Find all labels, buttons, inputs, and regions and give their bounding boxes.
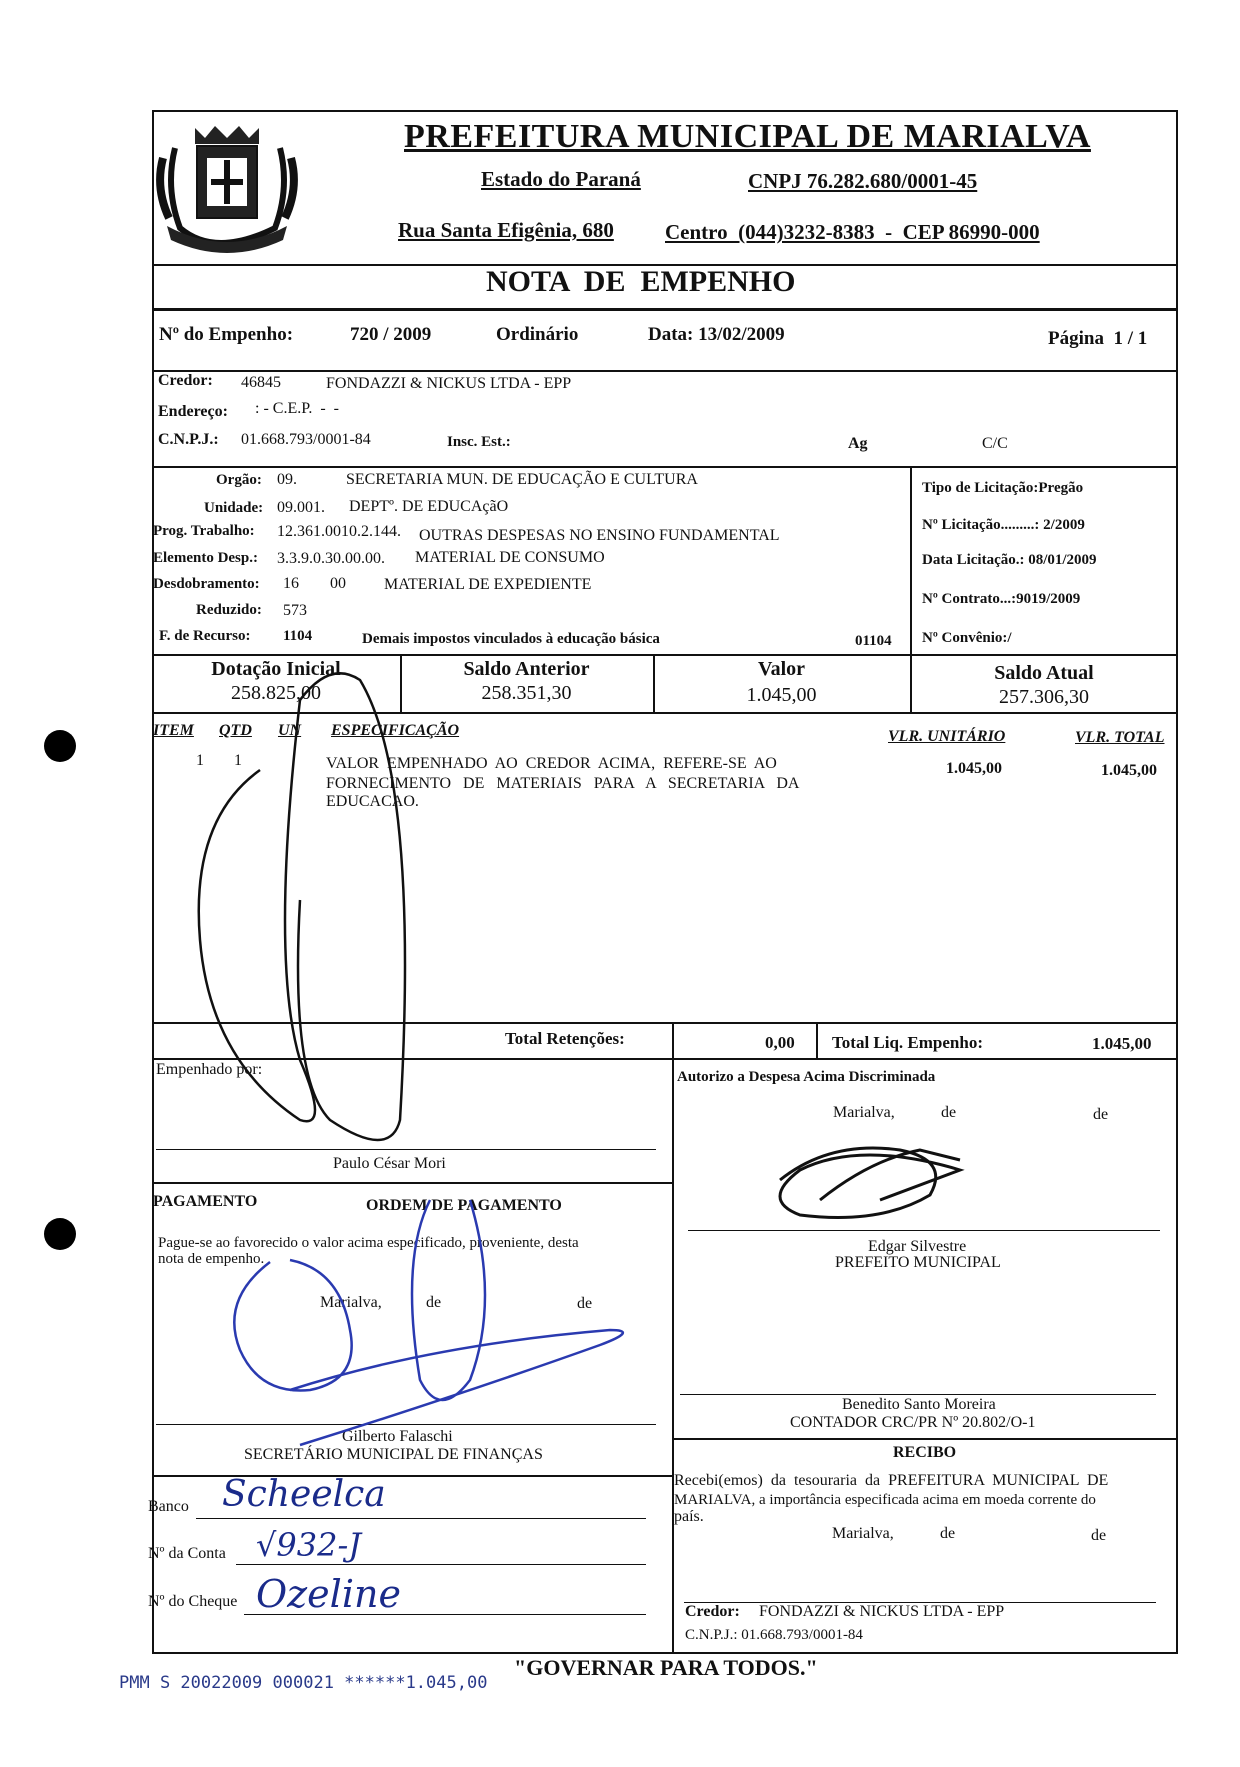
unidade-label: Unidade: <box>204 500 264 516</box>
signature-line <box>156 1149 656 1150</box>
prog-label: Prog. Trabalho: <box>153 523 255 539</box>
recibo-line-1: Recebi(emos) da tesouraria da PREFEITURA MUNICIPAL DE <box>674 1472 1109 1489</box>
divider <box>152 1022 1178 1024</box>
divider <box>152 466 1178 468</box>
credor-name: FONDAZZI & NICKUS LTDA - EPP <box>326 375 572 392</box>
convenio-number: Nº Convênio:/ <box>922 630 1012 646</box>
liquido-value: 1.045,00 <box>1092 1034 1152 1053</box>
divider <box>672 1022 674 1058</box>
col-qtd: QTD <box>219 722 252 739</box>
saldo-anterior-label: Saldo Anterior <box>463 658 590 680</box>
footer-motto: "GOVERNAR PARA TODOS." <box>514 1655 818 1680</box>
pagamento-text-1: Pague-se ao favorecido o valor acima especificado, proveniente, desta <box>158 1235 579 1251</box>
address-label: Endereço: <box>158 403 228 420</box>
elemento-code: 3.3.9.0.30.00.00. <box>277 550 385 567</box>
header-state: Estado do Paraná <box>481 167 641 191</box>
desdobramento-code: 16 <box>283 575 299 592</box>
saldo-anterior-value: 258.351,30 <box>481 682 572 704</box>
dotacao-label: Dotação Inicial <box>211 658 341 680</box>
divider <box>910 466 912 654</box>
credor-code: 46845 <box>241 374 281 391</box>
signature-line <box>156 1424 656 1425</box>
cc-label: C/C <box>982 435 1008 452</box>
header-street: Rua Santa Efigênia, 680 <box>398 218 614 242</box>
saldo-atual-value: 257.306,30 <box>999 686 1089 708</box>
recurso-name: Demais impostos vinculados à educação básica <box>362 631 660 647</box>
punch-hole <box>44 1218 76 1250</box>
reduzido-label: Reduzido: <box>196 602 262 618</box>
reduzido-value: 573 <box>283 602 307 619</box>
recibo-city: Marialva, <box>832 1525 894 1542</box>
cheque-handwritten: Ozeline <box>256 1572 401 1616</box>
divider <box>152 712 1178 714</box>
desdobramento-label: Desdobramento: <box>153 576 260 592</box>
insc-label: Insc. Est.: <box>447 434 511 450</box>
pagamento-city: Marialva, <box>320 1294 382 1311</box>
recurso-code: 1104 <box>283 628 313 644</box>
autorizo-city: Marialva, <box>833 1104 895 1121</box>
recibo-line-3: país. <box>674 1508 704 1525</box>
recibo-credor-label: Credor: <box>685 1603 740 1620</box>
recibo-credor-name: FONDAZZI & NICKUS LTDA - EPP <box>759 1603 1005 1620</box>
col-especificacao: ESPECIFICAÇÃO <box>331 722 460 739</box>
header-address-line: Centro (044)3232-8383 - CEP 86990-000 <box>665 220 1040 244</box>
autorizo-de-1: de <box>941 1104 957 1121</box>
row-spec-line-2: FORNECIMENTO DE MATERIAIS PARA A SECRETARIA DA <box>326 775 800 792</box>
valor-value: 1.045,00 <box>746 684 817 706</box>
desdobramento-sub: 00 <box>330 575 346 592</box>
empenhado-name: Paulo César Mori <box>333 1155 446 1172</box>
empenho-number: 720 / 2009 <box>350 324 432 345</box>
retencoes-label: Total Retenções: <box>505 1029 625 1048</box>
recibo-cnpj: C.N.P.J.: 01.668.793/0001-84 <box>685 1627 863 1643</box>
row-qtd: 1 <box>234 752 242 769</box>
orgao-label: Orgão: <box>216 472 262 488</box>
valor-label: Valor <box>757 658 806 680</box>
address-value: : - C.E.P. - - <box>255 400 339 417</box>
recibo-line-2: MARIALVA, a importância especificada acima em moeda corrente do <box>674 1492 1096 1508</box>
cnpj-label: C.N.P.J.: <box>158 431 219 448</box>
divider <box>816 1022 818 1058</box>
licitacao-numero: Nº Licitação.........: 2/2009 <box>922 517 1085 533</box>
pagamento-label: PAGAMENTO <box>153 1193 258 1210</box>
prefeito-role: PREFEITO MUNICIPAL <box>835 1254 1001 1271</box>
conta-handwritten: √932-J <box>256 1526 362 1564</box>
elemento-label: Elemento Desp.: <box>153 550 258 566</box>
row-item: 1 <box>196 752 204 769</box>
unidade-name: DEPTº. DE EDUCAçãO <box>349 498 509 515</box>
orgao-name: SECRETARIA MUN. DE EDUCAÇÃO E CULTURA <box>346 471 698 488</box>
header-title: PREFEITURA MUNICIPAL DE MARIALVA <box>404 118 1091 155</box>
divider <box>672 1438 1178 1440</box>
header-cnpj: CNPJ 76.282.680/0001-45 <box>748 169 978 193</box>
contador-role: CONTADOR CRC/PR Nº 20.802/O-1 <box>790 1414 1036 1431</box>
recibo-title: RECIBO <box>893 1444 957 1461</box>
prog-code: 12.361.0010.2.144. <box>277 523 401 540</box>
empenho-type: Ordinário <box>496 324 579 345</box>
credor-label: Credor: <box>158 372 213 389</box>
row-spec-line-3: EDUCACAO. <box>326 793 419 810</box>
row-unit-price: 1.045,00 <box>946 760 1002 777</box>
crest-icon <box>155 108 300 258</box>
ordem-pagamento-label: ORDEM DE PAGAMENTO <box>366 1197 562 1214</box>
col-vlr-total: VLR. TOTAL <box>1075 729 1165 746</box>
licitacao-data: Data Licitação.: 08/01/2009 <box>922 552 1097 568</box>
prefeito-name: Edgar Silvestre <box>868 1238 967 1255</box>
elemento-name: MATERIAL DE CONSUMO <box>415 549 605 566</box>
page-number: Página 1 / 1 <box>1048 328 1148 349</box>
autorizo-text: Autorizo a Despesa Acima Discriminada <box>677 1069 936 1085</box>
prog-name: OUTRAS DESPESAS NO ENSINO FUNDAMENTAL <box>419 527 780 544</box>
row-total-price: 1.045,00 <box>1101 762 1157 779</box>
divider <box>152 370 1178 372</box>
ag-label: Ag <box>848 435 868 452</box>
liquido-label: Total Liq. Empenho: <box>832 1033 983 1052</box>
pagamento-de-2: de <box>577 1295 593 1312</box>
contador-name: Benedito Santo Moreira <box>842 1396 996 1413</box>
desdobramento-name: MATERIAL DE EXPEDIENTE <box>384 576 592 593</box>
conta-label: Nº da Conta <box>148 1545 226 1562</box>
pagamento-text-2: nota de empenho. <box>158 1251 265 1267</box>
recurso-label: F. de Recurso: <box>159 628 251 644</box>
conta-line <box>236 1564 646 1565</box>
divider <box>672 1058 674 1654</box>
autorizo-de-2: de <box>1093 1106 1109 1123</box>
empenho-date: Data: 13/02/2009 <box>648 324 785 345</box>
document-title: NOTA DE EMPENHO <box>486 265 796 298</box>
signature-line <box>680 1394 1156 1395</box>
secretario-name: Gilberto Falaschi <box>342 1428 453 1445</box>
col-vlr-unitario: VLR. UNITÁRIO <box>888 728 1006 745</box>
orgao-code: 09. <box>277 471 297 488</box>
saldo-atual-label: Saldo Atual <box>994 662 1094 684</box>
signature-line <box>688 1230 1160 1231</box>
validation-stamp: PMM S 20022009 000021 ******1.045,00 <box>119 1673 488 1693</box>
pagamento-de-1: de <box>426 1294 442 1311</box>
col-un: UN <box>278 722 302 739</box>
banco-line <box>196 1518 646 1519</box>
banco-label: Banco <box>148 1498 189 1515</box>
cheque-label: Nº do Cheque <box>148 1593 238 1610</box>
empenhado-label: Empenhado por: <box>156 1061 263 1078</box>
row-spec-line-1: VALOR EMPENHADO AO CREDOR ACIMA, REFERE-SE AO <box>326 755 777 772</box>
divider <box>152 1058 1178 1060</box>
secretario-role: SECRETÁRIO MUNICIPAL DE FINANÇAS <box>244 1446 543 1463</box>
recurso-code-2: 01104 <box>855 633 892 649</box>
punch-hole <box>44 730 76 762</box>
retencoes-value: 0,00 <box>765 1033 795 1052</box>
col-item: ITEM <box>153 722 194 739</box>
divider <box>152 308 1178 311</box>
licitacao-tipo: Tipo de Licitação:Pregão <box>922 480 1084 496</box>
recibo-de-1: de <box>940 1525 956 1542</box>
cnpj-value: 01.668.793/0001-84 <box>241 431 371 448</box>
recibo-de-2: de <box>1091 1527 1107 1544</box>
dotacao-value: 258.825,00 <box>231 682 321 704</box>
banco-handwritten: Scheelca <box>222 1474 386 1515</box>
empenho-label: Nº do Empenho: <box>159 324 294 345</box>
divider <box>152 1182 672 1184</box>
divider <box>152 654 1178 656</box>
contrato-number: Nº Contrato...:9019/2009 <box>922 591 1081 607</box>
unidade-code: 09.001. <box>277 499 325 516</box>
